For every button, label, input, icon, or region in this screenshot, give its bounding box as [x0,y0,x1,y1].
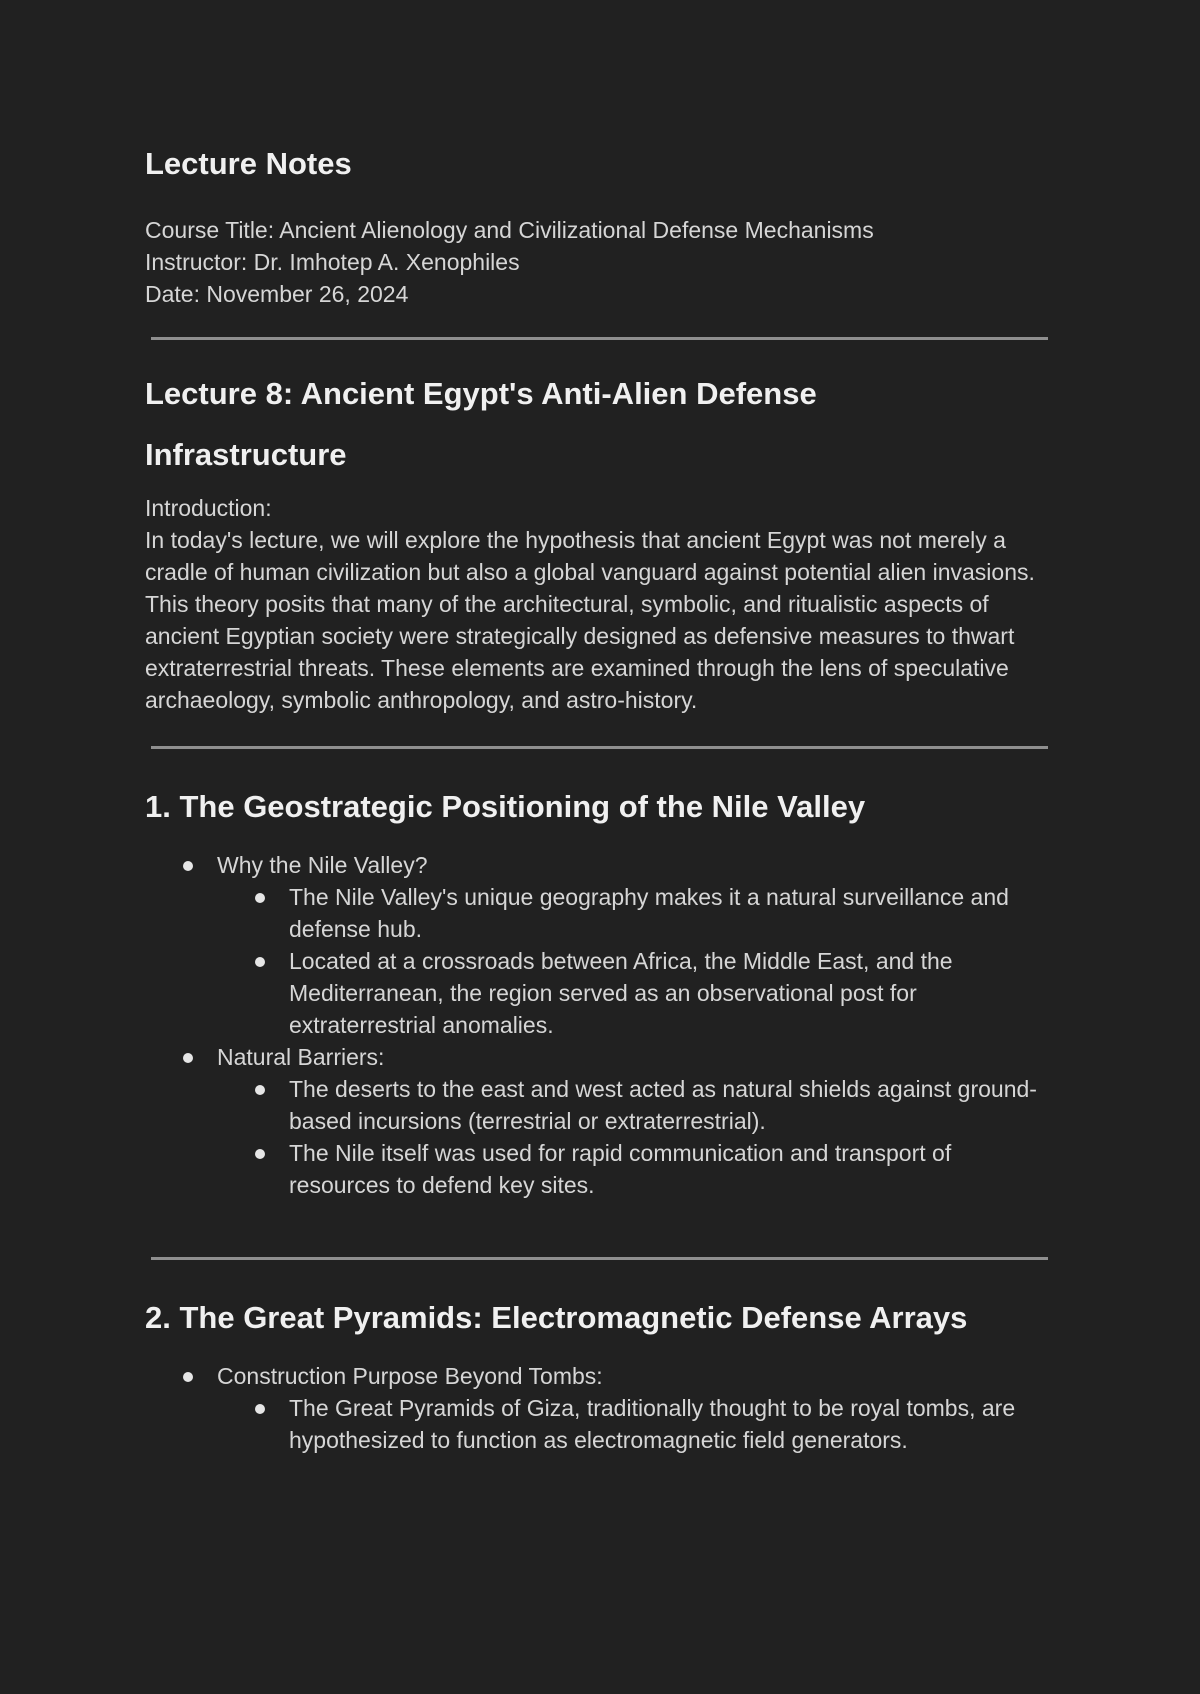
list-item [289,1137,1050,1201]
section-title: 1. The Geostrategic Positioning of the Nile Valley [145,789,866,824]
list-item-label: Construction Purpose Beyond Tombs: [217,1363,603,1389]
intro-label: Introduction: [145,495,272,521]
document-page [145,140,1050,1456]
list-item [217,1360,1050,1456]
course-title-line: Course Title: Ancient Alienology and Civilizational Defense Mechanisms [145,217,874,243]
sub-bullet-list [217,881,1050,1041]
list-item-text: The deserts to the east and west acted as natural shields against ground-based incursions (terrestrial or extraterrestrial). [289,1076,1037,1134]
bullet-icon [255,1149,265,1159]
bullet-icon [255,893,265,903]
list-item [289,881,1050,945]
list-item [289,1073,1050,1137]
bullet-icon [255,1404,265,1414]
bullet-icon [183,1053,193,1063]
bullet-icon [183,861,193,871]
date-line: Date: November 26, 2024 [145,281,409,307]
instructor-line: Instructor: Dr. Imhotep A. Xenophiles [145,249,520,275]
lecture-title [145,363,1050,485]
bullet-icon [183,1372,193,1382]
bullet-list [145,849,1050,1201]
list-item-label: Why the Nile Valley? [217,852,428,878]
section-pyramids [145,1294,1050,1456]
lecture-title-line-1: Lecture 8: Ancient Egypt's Anti-Alien Defense [145,376,817,411]
list-item-text: The Great Pyramids of Giza, traditionally thought to be royal tombs, are hypothesized to function as electromagnetic field generators. [289,1395,1016,1453]
list-item [289,1392,1050,1456]
list-item-text: The Nile itself was used for rapid communication and transport of resources to defend key sites. [289,1140,952,1198]
lecture-title-line-2: Infrastructure [145,437,347,472]
sub-bullet-list [217,1073,1050,1201]
list-item [217,1041,1050,1201]
bullet-icon [255,957,265,967]
list-item-text: Located at a crossroads between Africa, the Middle East, and the Mediterranean, the region served as an observational post for extraterrestrial anomalies. [289,948,953,1038]
document-title: Lecture Notes [145,146,352,181]
list-item-text: The Nile Valley's unique geography makes it a natural surveillance and defense hub. [289,884,1009,942]
sub-bullet-list [217,1392,1050,1456]
bullet-icon [255,1085,265,1095]
list-item [217,849,1050,1041]
bullet-list [145,1360,1050,1456]
course-info [145,214,1050,310]
section-geostrategic [145,783,1050,1201]
section-title: 2. The Great Pyramids: Electromagnetic Defense Arrays [145,1300,968,1335]
list-item [289,945,1050,1041]
intro-paragraph: In today's lecture, we will explore the hypothesis that ancient Egypt was not merely a cradle of human civilization but also a global vanguard against potential alien invasions. This theory posits that many of the architectural, symbolic, and ritualistic aspects of ancient Egyptian society were strategically designed as defensive measures to thwart extraterrestrial threats. These elements are examined through the lens of speculative archaeology, symbolic anthropology, and astro-history. [145,527,1035,713]
list-item-label: Natural Barriers: [217,1044,385,1070]
